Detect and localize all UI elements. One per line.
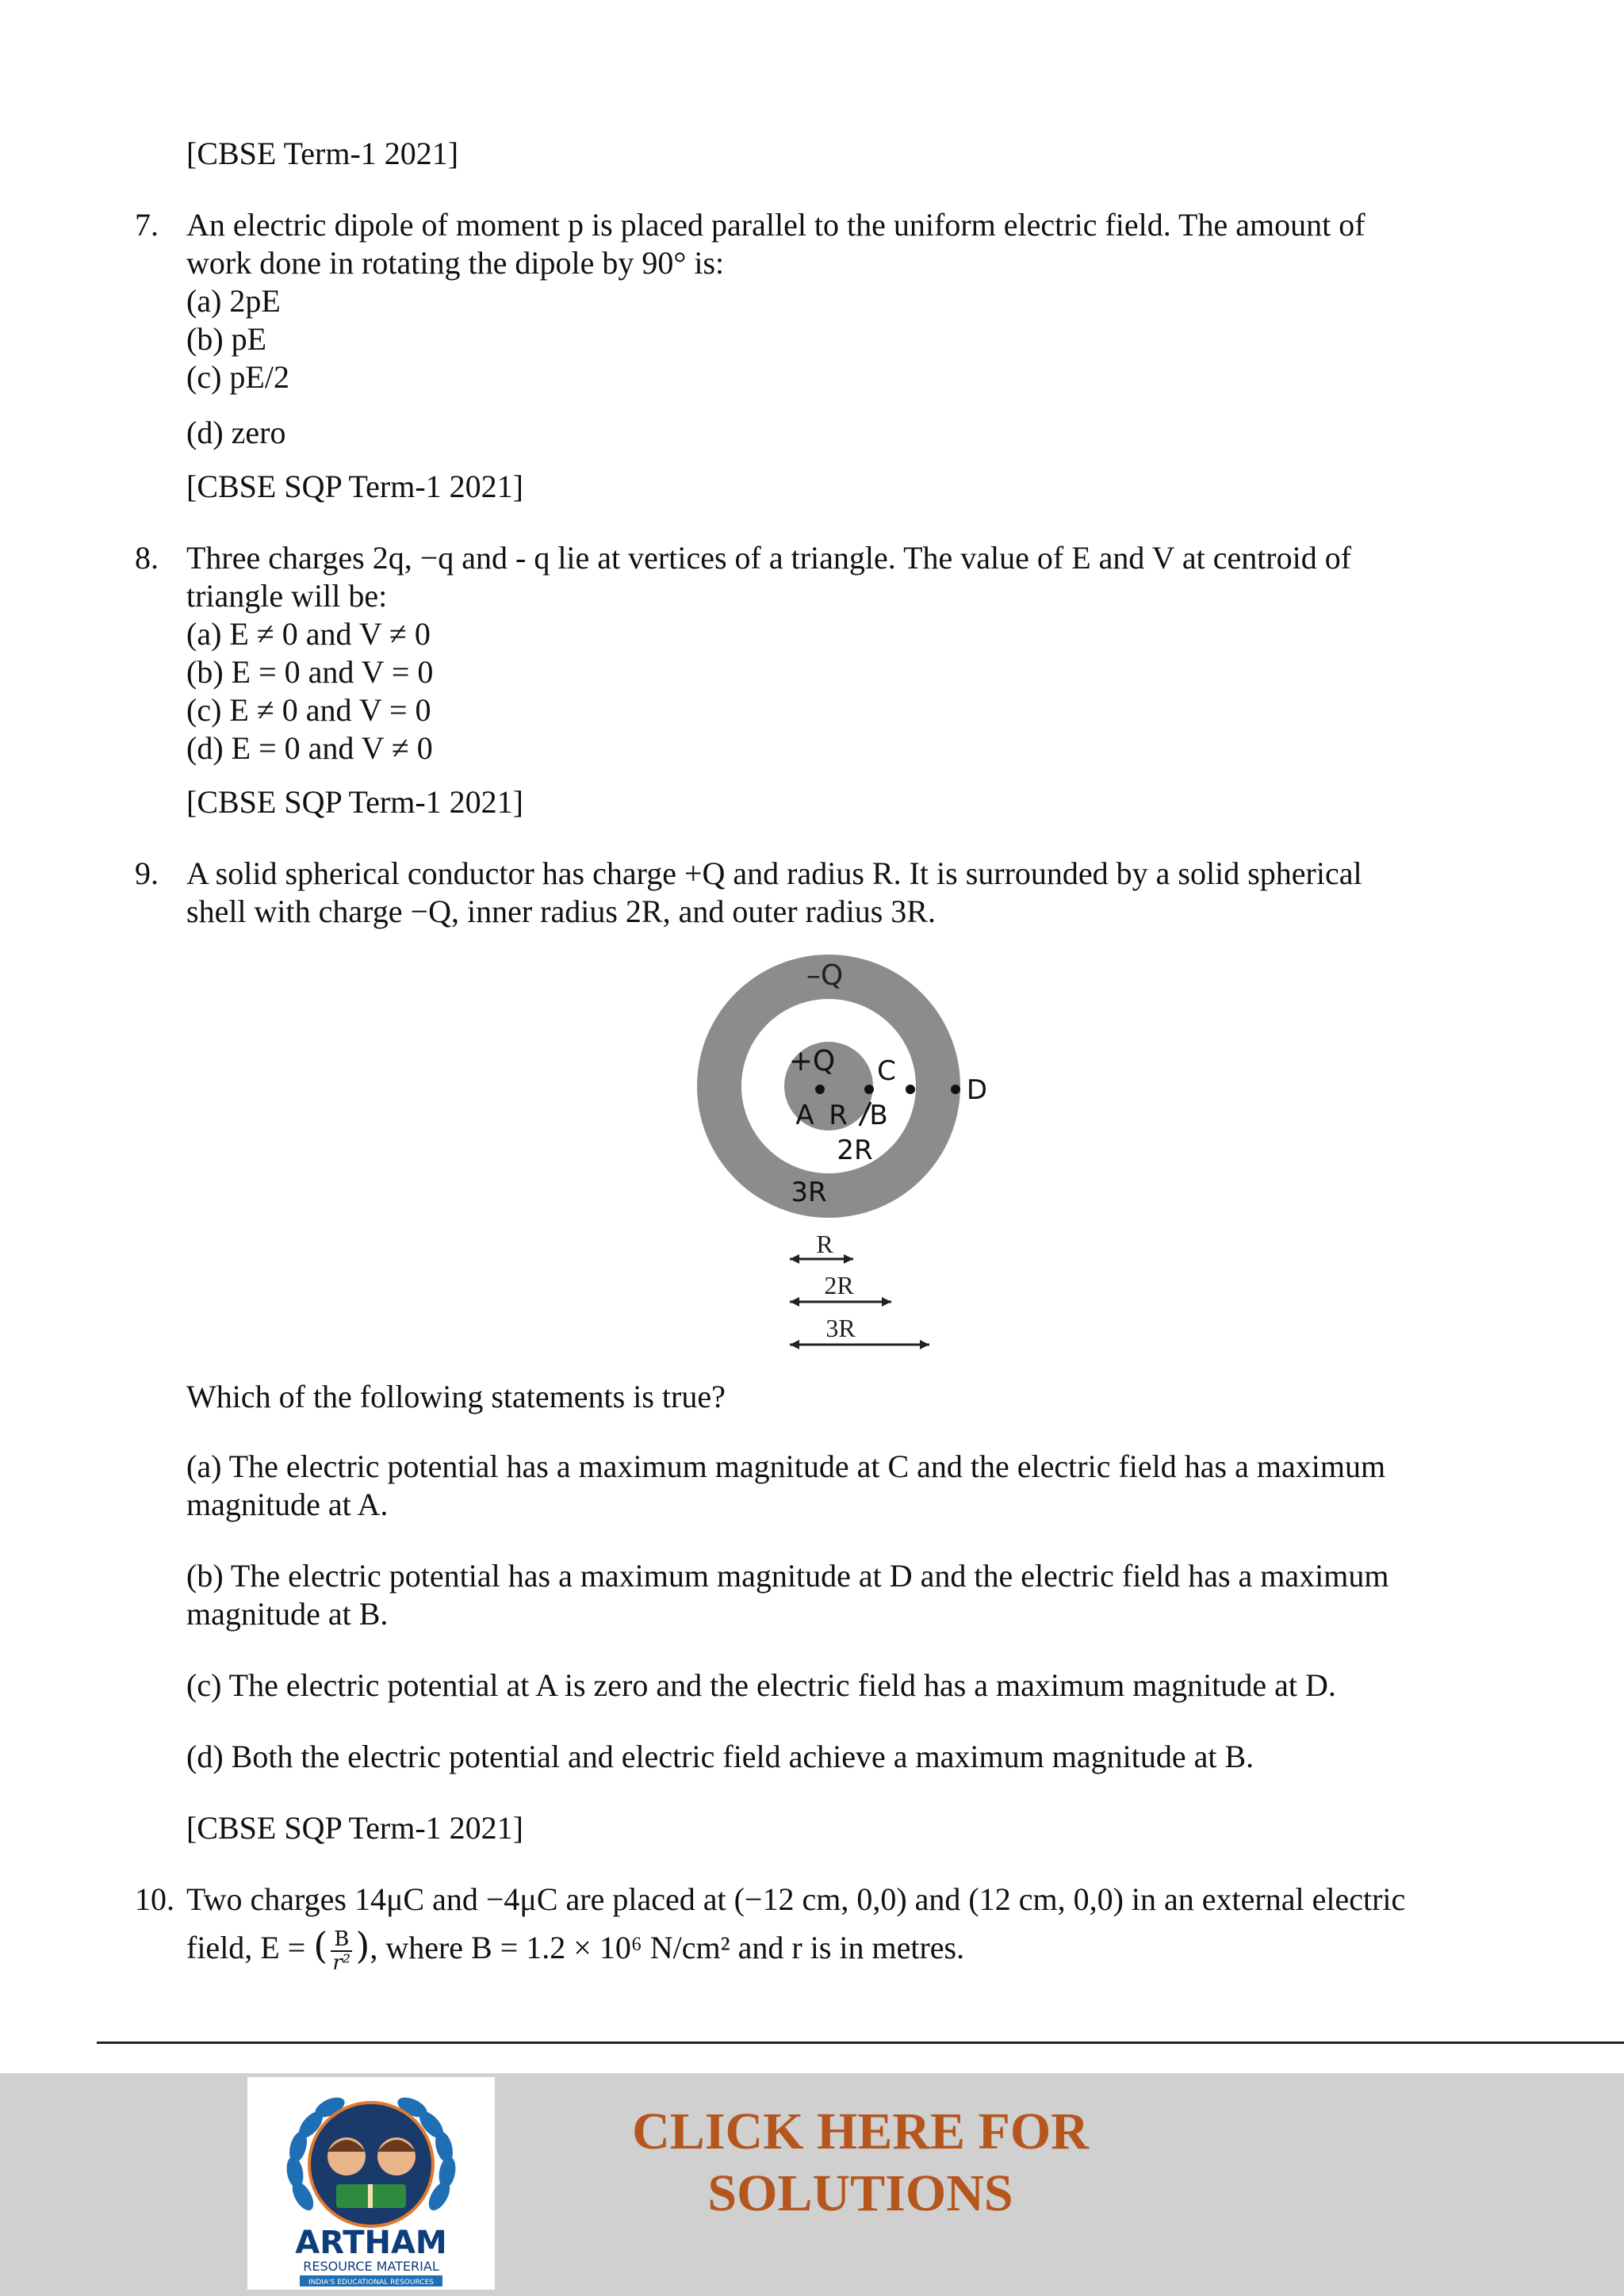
q7-number: 7. <box>135 207 159 243</box>
cta-line1: CLICK HERE FOR <box>632 2103 1089 2160</box>
q10-line2-start: field, E = <box>186 1930 314 1965</box>
point-a-label: A <box>795 1100 814 1131</box>
logo-sub: RESOURCE MATERIAL <box>303 2259 439 2274</box>
point-d-label: D <box>966 1074 988 1106</box>
q10-fraction-den: r² <box>332 1950 351 1975</box>
radius-3r-label: 3R <box>791 1177 827 1208</box>
point-c-label: C <box>877 1055 896 1087</box>
point-b-label: B <box>869 1100 888 1131</box>
q10-fraction-num: B <box>331 1928 352 1952</box>
q7-source: [CBSE SQP Term-1 2021] <box>186 469 523 504</box>
q8-option-c: (c) E ≠ 0 and V = 0 <box>186 692 431 728</box>
radius-r-label: R <box>829 1100 848 1131</box>
q9-line2: shell with charge −Q, inner radius 2R, and outer radius 3R. <box>186 894 936 929</box>
q7-option-b: (b) pE <box>186 321 267 357</box>
q7-line1: An electric dipole of moment p is placed parallel to the uniform electric field. The amount of <box>186 207 1365 243</box>
logo-emblem-icon <box>247 2077 495 2290</box>
q8-option-b: (b) E = 0 and V = 0 <box>186 654 434 690</box>
q9-number: 9. <box>135 855 159 891</box>
q8-line1: Three charges 2q, −q and - q lie at vertices of a triangle. The value of E and V at centroid of <box>186 540 1352 576</box>
footer-divider <box>97 2042 1624 2044</box>
q8-number: 8. <box>135 540 159 576</box>
point-c-dot <box>906 1085 915 1094</box>
q7-line2: work done in rotating the dipole by 90° is: <box>186 245 725 281</box>
q9-option-b-line2: magnitude at B. <box>186 1596 389 1632</box>
q10-number: 10. <box>135 1881 174 1917</box>
q9-option-a-line1: (a) The electric potential has a maximum magnitude at C and the electric field has a maximum <box>186 1448 1386 1484</box>
q6-source: [CBSE Term-1 2021] <box>186 136 459 171</box>
artham-logo[interactable] <box>247 2077 495 2290</box>
q7-option-c: (c) pE/2 <box>186 359 289 395</box>
q9-option-a-line2: magnitude at A. <box>186 1487 389 1522</box>
q9-line1: A solid spherical conductor has charge +Q and radius R. It is surrounded by a solid spherical <box>186 855 1362 891</box>
cta-line2: SOLUTIONS <box>707 2164 1013 2222</box>
point-d-dot <box>951 1085 960 1094</box>
q8-option-d: (d) E = 0 and V ≠ 0 <box>186 730 433 766</box>
scale-3r-label: 3R <box>825 1314 856 1342</box>
scale-r-label: R <box>816 1230 833 1258</box>
point-b-dot <box>864 1085 874 1094</box>
concentric-spheres-figure <box>666 951 999 1364</box>
point-a-dot <box>815 1085 825 1094</box>
shell-charge-label: –Q <box>806 959 844 992</box>
q10-line2-end: , where B = 1.2 × 10⁶ N/cm² and r is in metres. <box>370 1930 965 1965</box>
q8-line2: triangle will be: <box>186 578 388 614</box>
core-charge-label: +Q <box>788 1045 836 1077</box>
q9-source: [CBSE SQP Term-1 2021] <box>186 1810 523 1846</box>
q10-fraction <box>331 1928 352 1974</box>
q8-source: [CBSE SQP Term-1 2021] <box>186 784 523 820</box>
logo-tag: INDIA'S EDUCATIONAL RESOURCES <box>308 2279 434 2286</box>
solutions-link[interactable] <box>587 2101 1134 2225</box>
scale-arrows <box>790 1230 929 1349</box>
q7-option-d: (d) zero <box>186 415 286 450</box>
q10-line2: field, E = ( $\frac{B}{\text{r²}}$ ), where B = 1.2 × 10⁶ N/cm² and r is in metres. <box>186 1924 965 1975</box>
q9-option-b-line1: (b) The electric potential has a maximum magnitude at D and the electric field has a maximum <box>186 1558 1389 1594</box>
q9-option-c: (c) The electric potential at A is zero and the electric field has a maximum magnitude at D. <box>186 1667 1336 1703</box>
q7-option-a: (a) 2pE <box>186 283 281 319</box>
q9-option-d: (d) Both the electric potential and electric field achieve a maximum magnitude at B. <box>186 1739 1254 1774</box>
radius-2r-label: 2R <box>837 1135 873 1166</box>
logo-name: ARTHAM <box>295 2225 447 2261</box>
q10-line1: Two charges 14μC and −4μC are placed at (−12 cm, 0,0) and (12 cm, 0,0) in an external electric <box>186 1881 1406 1917</box>
scale-2r-label: 2R <box>824 1271 854 1299</box>
q8-option-a: (a) E ≠ 0 and V ≠ 0 <box>186 616 431 652</box>
q9-question: Which of the following statements is true? <box>186 1379 726 1414</box>
